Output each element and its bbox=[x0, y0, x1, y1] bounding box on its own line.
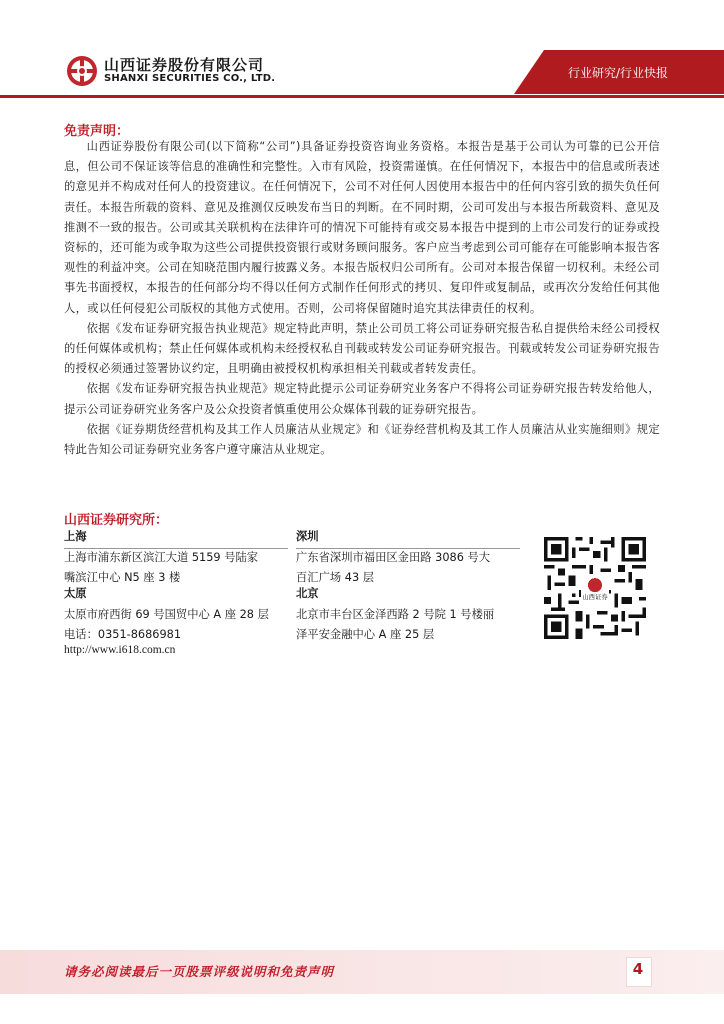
office-address-line: 上海市浦东新区滨江大道 5159 号陆家 bbox=[64, 550, 259, 564]
shanxi-securities-logo-icon bbox=[66, 55, 98, 87]
office-beijing bbox=[296, 584, 494, 646]
disclaimer-title: 免责声明： bbox=[64, 124, 130, 139]
disclaimer-paragraph: 依据《证券期货经营机构及其工作人员廉洁从业规定》和《证券经营机构及其工作人员廉洁从业实施细则》规定特此告知公司证券研究业务客户遵守廉洁从业规定。 bbox=[64, 422, 660, 457]
company-name-en: SHANXI SECURITIES CO., LTD. bbox=[104, 73, 276, 84]
company-name-cn: 山西证券股份有限公司 bbox=[104, 56, 265, 74]
office-shenzhen bbox=[296, 527, 490, 589]
disclaimer-paragraph: 依据《发布证券研究报告执业规范》规定特此声明，禁止公司员工将公司证券研究报告私自提供给未经公司授权的任何媒体或机构；禁止任何媒体或机构未经授权私自刊载或转发公司证券研究报告。刊载或转发公司证券研究报告的授权必须通过签署协议约定，且明确由被授权机构承担相关刊载或者转发责任。 bbox=[64, 321, 660, 376]
office-shanghai bbox=[64, 527, 258, 589]
office-address-line: 嘴滨江中心 N5 座 3 楼 bbox=[64, 571, 181, 584]
office-taiyuan bbox=[64, 584, 269, 646]
header-divider bbox=[0, 95, 724, 98]
address-divider bbox=[64, 548, 288, 549]
disclaimer-paragraph: 依据《发布证券研究报告执业规范》规定特此提示公司证券研究业务客户不得将公司证券研究报告转发给他人，提示公司证券研究业务客户及公众投资者慎重使用公众媒体刊载的证券研究报告。 bbox=[64, 382, 660, 416]
qr-code-icon bbox=[544, 537, 646, 639]
office-address-line: 泽平安金融中心 A 座 25 层 bbox=[296, 628, 435, 641]
office-city: 深圳 bbox=[296, 530, 319, 543]
institute-title: 山西证券研究所： bbox=[64, 513, 169, 528]
office-city: 太原 bbox=[64, 587, 87, 600]
office-address-line: 太原市府西街 69 号国贸中心 A 座 28 层 bbox=[64, 607, 269, 621]
page-number: 4 bbox=[632, 960, 644, 978]
office-address-line: 广东省深圳市福田区金田路 3086 号大 bbox=[296, 550, 491, 564]
office-address-line: 百汇广场 43 层 bbox=[296, 571, 375, 584]
footer-notice: 请务必阅读最后一页股票评级说明和免责声明 bbox=[64, 964, 335, 979]
disclaimer-body bbox=[64, 137, 660, 460]
address-divider bbox=[296, 548, 520, 549]
qr-center-label: 山西证券 bbox=[582, 593, 608, 601]
page-header bbox=[0, 0, 724, 98]
office-address-line: 北京市丰台区金泽西路 2 号院 1 号楼丽 bbox=[296, 607, 495, 621]
office-city: 上海 bbox=[64, 530, 87, 543]
office-city: 北京 bbox=[296, 587, 319, 600]
website-link[interactable]: http://www.i618.com.cn bbox=[64, 644, 176, 656]
report-type-label: 行业研究/行业快报 bbox=[567, 66, 668, 80]
disclaimer-paragraph: 山西证券股份有限公司(以下简称“公司”)具备证券投资咨询业务资格。本报告是基于公司认为可靠的已公开信息，但公司不保证该等信息的准确性和完整性。入市有风险，投资需谨慎。在任何情况下，本报告中的信息或所表述的意见并不构成对任何人的投资建议。在任何情况下，公司不对任何人因使用本报告中的任何内容引致的损失负任何责任。本报告所载的资料、意见及推测仅反映发布当日的判断。在不同时期，公司可发出与本报告所载资料、意见及推测不一致的报告。公司或其关联机构在法律许可的情况下可能持有或交易本报告中提到的上市公司发行的证券或投资标的，还可能为或争取为这些公司提供投资银行或财务顾问服务。客户应当考虑到公司可能存在可能影响本报告客观性的利益冲突。公司在知晓范围内履行披露义务。本报告版权归公司所有。公司对本报告保留一切权利。未经公司事先书面授权，本报告的任何部分均不得以任何方式制作任何形式的拷贝、复印件或复制品，或再次分发给任何其他人，或以任何侵犯公司版权的其他方式使用。否则，公司将保留随时追究其法律责任的权利。 bbox=[64, 140, 660, 315]
office-phone: 电话：0351-8686981 bbox=[64, 628, 182, 641]
